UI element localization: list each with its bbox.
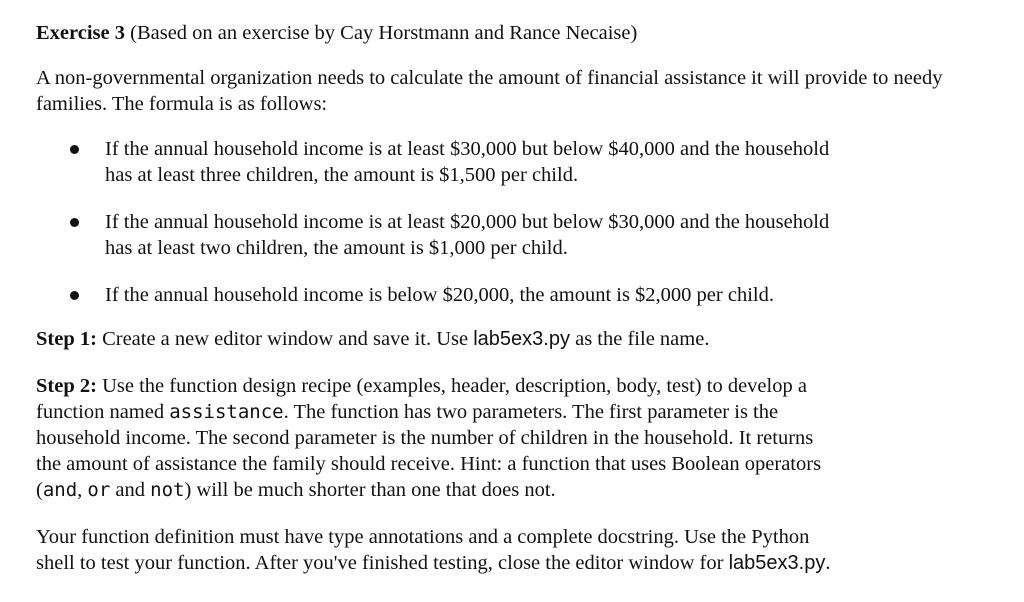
rule-2-line-1: If the annual household income is at least $20,000 but below $30,000 and the household <box>105 211 830 233</box>
rule-1-line-2: has at least three children, the amount is $1,500 per child. <box>105 164 579 186</box>
step-1-text-a: Create a new editor window and save it. Use <box>96 328 474 350</box>
or-operator-code: or <box>87 479 111 501</box>
step-1-paragraph <box>36 326 996 352</box>
rule-2-line-2: has at least two children, the amount is $1,000 per child. <box>105 237 568 259</box>
step-2-line-1: Use the function design recipe (examples, header, description, body, test) to develop a <box>96 375 807 397</box>
exercise-label: Exercise 3 <box>36 22 125 44</box>
step-2-line-5a: ( <box>36 479 43 501</box>
function-name-code: assistance <box>169 401 284 423</box>
step-2-line-2a: function named <box>36 401 170 423</box>
step-1-text-b: as the file name. <box>569 328 710 350</box>
closing-paragraph <box>36 524 996 576</box>
not-operator-code: not <box>150 479 185 501</box>
step-2-label: Step 2: <box>36 375 97 397</box>
and-operator-code: and <box>42 479 78 501</box>
step-2-paragraph <box>36 373 996 503</box>
rule-item-2 <box>36 209 996 261</box>
bullet-icon <box>70 145 79 154</box>
rule-item-1 <box>36 136 996 188</box>
rule-3-line-1: If the annual household income is below $20,000, the amount is $2,000 per child. <box>105 284 774 306</box>
step-2-line-2b: . The function has two parameters. The first parameter is the <box>283 401 779 423</box>
closing-line-2a: shell to test your function. After you've finished testing, close the editor window for <box>36 552 729 574</box>
bullet-icon <box>70 291 79 300</box>
step-1-label: Step 1: <box>36 328 97 350</box>
closing-line-2b: . <box>825 552 831 574</box>
step-2-line-5d: ) will be much shorter than one that does not. <box>184 479 556 501</box>
exercise-document <box>36 20 996 576</box>
step-2-line-3: household income. The second parameter is the number of children in the household. It returns <box>36 427 814 449</box>
exercise-heading <box>36 20 996 46</box>
assistance-rules-list <box>36 136 996 308</box>
closing-line-1: Your function definition must have type annotations and a complete docstring. Use the Python <box>36 526 810 548</box>
step-2-line-4: the amount of assistance the family should receive. Hint: a function that uses Boolean operators <box>36 453 822 475</box>
exercise-attribution: (Based on an exercise by Cay Horstmann and Rance Necaise) <box>125 22 638 44</box>
intro-paragraph: A non-governmental organization needs to calculate the amount of financial assistance it will provide to needy families. The formula is as follows: <box>36 67 943 115</box>
rule-1-line-1: If the annual household income is at least $30,000 but below $40,000 and the household <box>105 138 830 160</box>
step-1-filename: lab5ex3.py <box>473 328 570 350</box>
closing-filename: lab5ex3.py <box>728 552 826 574</box>
bullet-icon <box>70 218 79 227</box>
step-2-line-5b: , <box>77 479 88 501</box>
step-2-line-5c: and <box>110 479 151 501</box>
rule-item-3 <box>36 282 996 308</box>
